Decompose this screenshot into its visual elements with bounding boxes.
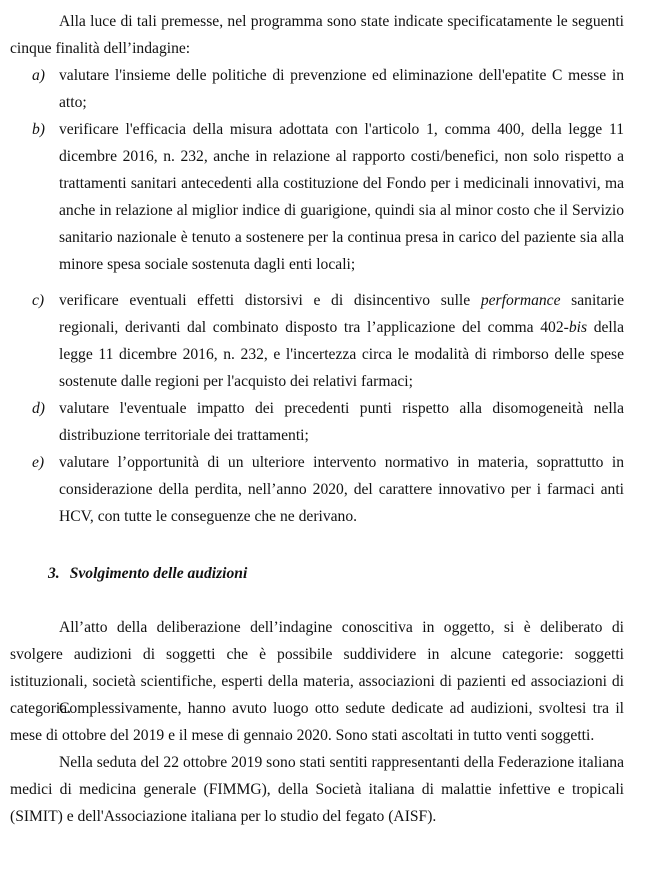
list-item-a (10, 62, 624, 116)
list-item-letter: b) (32, 121, 45, 138)
list-item-text: verificare l'efficacia della misura adottata con l'articolo 1, comma 400, della legge 11 dicembre 2016, n. 232, anche in relazione al rapporto costi/benefici, non solo rispetto a trattamenti sanitari antecedenti alla costituzione del Fondo per i medicinali innovativi, ma anche in relazione al miglior indice di guarigione, quindi sia al minor costo che il Servizio sanitario nazionale è tenuto a sostenere per la continua presa in carico del paziente sia alla minore spesa sociale sostenuta dagli enti locali; (59, 121, 624, 273)
section-number: 3. (48, 565, 60, 582)
list-item-text: valutare l’opportunità di un ulteriore intervento normativo in materia, soprattutto in considerazione della perdita, nell’anno 2020, del carattere innovativo per i farmaci anti HCV, con tutte le conseguenze che ne derivano. (59, 454, 624, 525)
list-item-b (10, 116, 624, 278)
list-item-letter: d) (32, 400, 45, 417)
list-item-text: valutare l'eventuale impatto dei precedenti punti rispetto alla disomogeneità nella distribuzione territoriale dei trattamenti; (59, 400, 624, 444)
list-item-c (10, 287, 624, 395)
list-item-d (10, 395, 624, 449)
list-item-letter: e) (32, 454, 45, 471)
section-heading (48, 560, 247, 587)
list-item-letter: a) (32, 67, 45, 84)
list-item-text: verificare eventuali effetti distorsivi e di disincentivo sulle performance sanitarie regionali, derivanti dal combinato disposto tra l’applicazione del comma 402-bis della legge 11 dicembre 2016, n. 232, e l'incertezza circa le modalità di rimborso delle spese sostenute dalle regioni per l'acquisto dei relativi farmaci; (59, 292, 624, 390)
list-item-e (10, 449, 624, 530)
body-paragraph-3: Nella seduta del 22 ottobre 2019 sono stati sentiti rappresentanti della Federazione italiana medici di medicina generale (FIMMG), della Società italiana di malattie infettive e tropicali (SIMIT) e dell'Associazione italiana per lo studio del fegato (AISF). (10, 754, 624, 825)
list-item-text: valutare l'insieme delle politiche di prevenzione ed eliminazione dell'epatite C messe in atto; (59, 67, 624, 111)
body-paragraph-1: All’atto della deliberazione dell’indagine conoscitiva in oggetto, si è deliberato di svolgere audizioni di soggetti che è possibile suddividere in alcune categorie: soggetti istituzionali, società scientifiche, esperti della materia, associazioni di pazienti ed associazioni di categoria. (10, 619, 624, 717)
intro-paragraph: Alla luce di tali premesse, nel programma sono state indicate specificatamente le seguenti cinque finalità dell’indagine: (10, 13, 624, 57)
list-item-letter: c) (32, 292, 45, 309)
body-paragraph-2: Complessivamente, hanno avuto luogo otto sedute dedicate ad audizioni, svoltesi tra il mese di ottobre del 2019 e il mese di gennaio 2020. Sono stati ascoltati in tutto venti soggetti. (10, 700, 624, 744)
section-title: Svolgimento delle audizioni (69, 565, 248, 582)
